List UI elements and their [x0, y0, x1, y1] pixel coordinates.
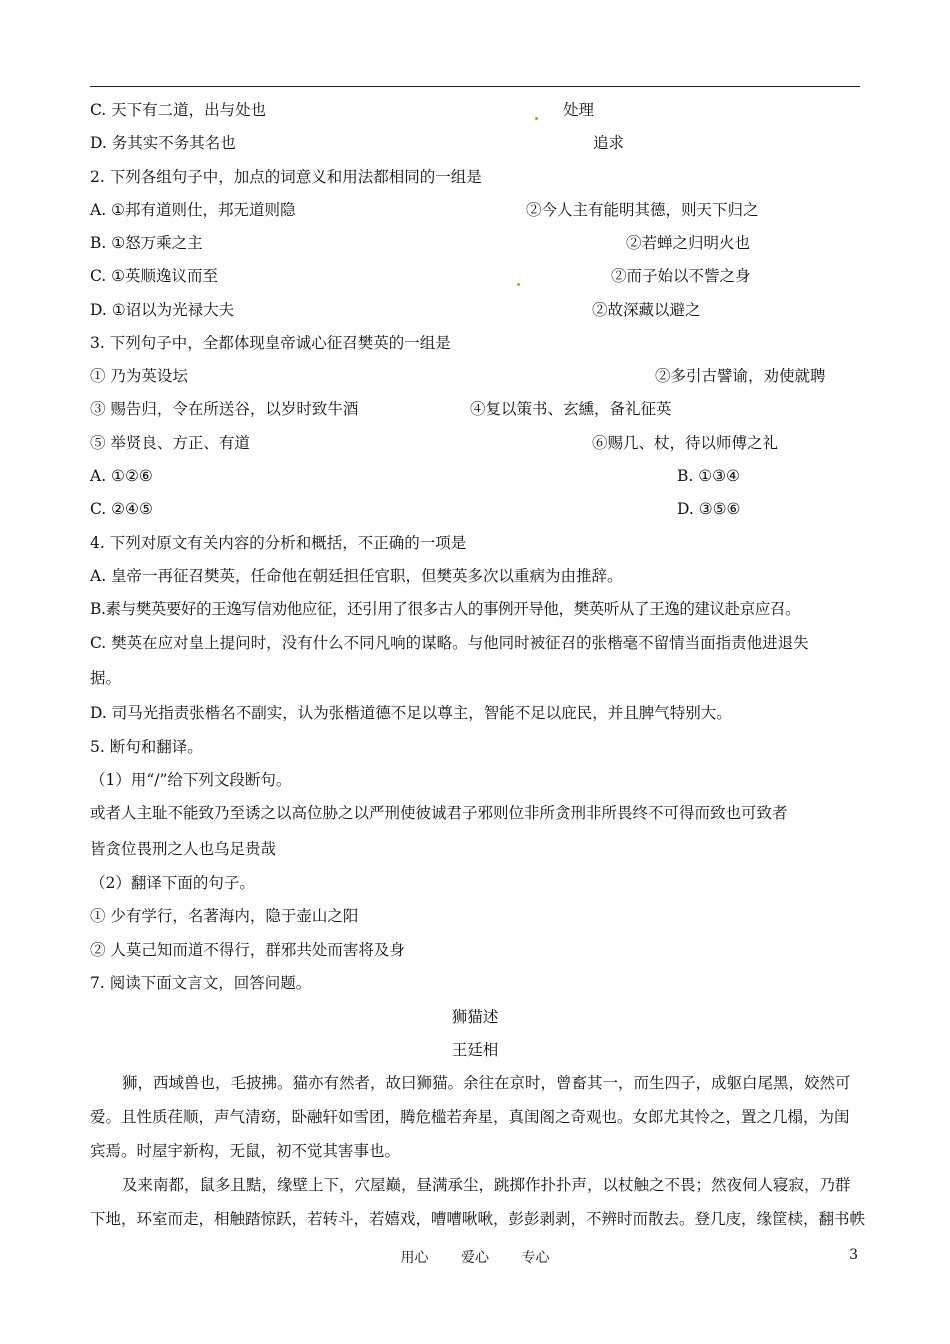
q2-option-b-2: ②若蝉之归明火也	[626, 234, 751, 252]
q3-item-6: ⑥赐几、杖，待以师傅之礼	[592, 434, 779, 452]
q2-option-d-1: D. ①诏以为光禄大夫	[90, 301, 235, 319]
passage-title: 狮猫述	[451, 1008, 499, 1026]
footer-word-3: 专心	[521, 1250, 550, 1266]
q3-option-d: D. ③⑤⑥	[677, 500, 741, 518]
footer-word-1: 用心	[400, 1250, 429, 1266]
q4-option-a: A. 皇帝一再征召樊英，任命他在朝廷担任官职，但樊英多次以重病为由推辞。	[90, 567, 623, 585]
q1-option-c-gloss: 处理	[563, 101, 595, 119]
q1-option-c: C. 天下有二道，出与处也	[90, 101, 267, 119]
q3-option-b: B. ①③④	[677, 467, 740, 485]
q3-item-5: ⑤ 举贤良、方正、有道	[90, 434, 250, 452]
passage-p1-line3: 宾焉。时屋宇新构，无鼠，初不觉其害事也。	[90, 1142, 401, 1160]
q2-option-b-1: B. ①怒万乘之主	[90, 234, 203, 252]
q3-option-a: A. ①②⑥	[90, 467, 153, 485]
q4-stem: 4. 下列对原文有关内容的分析和概括，不正确的一项是	[90, 534, 467, 552]
q4-option-d: D. 司马光指责张楷名不副实，认为张楷道德不足以尊主，智能不足以庇民，并且脾气特别大。	[90, 704, 732, 722]
q2-option-c-1: C. ①英顺逸议而至	[90, 267, 219, 285]
q1-option-d: D. 务其实不务其名也	[90, 134, 236, 152]
q2-option-a-1: A. ①邦有道则仕，邦无道则隐	[90, 201, 296, 219]
q3-option-c: C. ②④⑤	[90, 500, 153, 518]
q4-option-b: B.素与樊英要好的王逸写信劝他应征，还引用了很多古人的事例开导他，樊英听从了王逸的建议赴京应召。	[90, 600, 801, 618]
q4-option-c-line2: 据。	[90, 669, 122, 687]
q7-stem: 7. 阅读下面文言文，回答问题。	[90, 974, 312, 992]
passage-p1-line2: 爱。且性质荏顺，声气清窈，卧融轩如雪团，腾危槛若奔星，真闺阁之奇观也。女郎尤其怜之，置之几榻，为闺	[90, 1108, 850, 1126]
q2-option-c-2: ②而子始以不訾之身	[611, 267, 751, 285]
passage-p1-line1: 狮，西域兽也，毛披拂。猫亦有然者，故曰狮猫。余往在京时，曾畜其一，而生四子，成躯白尾黑，姣然可	[122, 1074, 851, 1092]
q5-text-line1: 或者人主耻不能致乃至诱之以高位胁之以严刑使彼诚君子邪则位非所贪刑非所畏终不可得而致也可致者	[90, 804, 788, 822]
q2-option-a-2: ②今人主有能明其德，则天下归之	[526, 201, 759, 219]
q5-text-line2: 皆贪位畏刑之人也乌足贵哉	[90, 840, 277, 858]
passage-p2-line1: 及来南都，鼠多且黠，缘壁上下，穴屋巅，昼满承尘，跳掷作扑扑声，以杖触之不畏；然夜伺人寝寂，乃群	[122, 1176, 851, 1194]
q2-stem: 2. 下列各组句子中，加点的词意义和用法都相同的一组是	[90, 168, 482, 186]
header-rule	[90, 86, 860, 87]
page-number: 3	[849, 1247, 858, 1263]
q5-stem: 5. 断句和翻译。	[90, 738, 203, 756]
passage-author: 王廷相	[451, 1041, 499, 1059]
q3-stem: 3. 下列句子中，全都体现皇帝诚心征召樊英的一组是	[90, 334, 451, 352]
q3-item-3: ③ 赐告归，令在所送谷，以岁时致牛酒	[90, 400, 359, 418]
q3-item-1: ① 乃为英设坛	[90, 367, 188, 385]
q1-option-d-gloss: 追求	[593, 134, 625, 152]
q5-sentence-2: ② 人莫己知而道不得行，群邪共处而害将及身	[90, 941, 405, 959]
q2-option-d-2: ②故深藏以避之	[592, 301, 701, 319]
footer-word-2: 爱心	[461, 1250, 489, 1266]
q5-sentence-1: ① 少有学行，名著海内，隐于壶山之阳	[90, 907, 359, 925]
q5-sub1: （1）用“/”给下列文段断句。	[90, 771, 292, 789]
q3-item-4: ④复以策书、玄纁，备礼征英	[470, 400, 672, 418]
q4-option-c-line1: C. 樊英在应对皇上提问时，没有什么不同凡响的谋略。与他同时被征召的张楷毫不留情当面指责他进退失	[90, 634, 809, 652]
footer-slogan	[90, 1247, 860, 1267]
q3-item-2: ②多引古譬谕，劝使就聘	[655, 367, 826, 385]
q5-sub2: （2）翻译下面的句子。	[90, 874, 255, 892]
emphasis-dot	[517, 283, 520, 286]
emphasis-dot	[535, 117, 538, 120]
passage-p2-line2: 下地，环室而走，相触踏惊跃，若转斗，若嬉戏，嘈嘈啾啾，彭彭剥剥，不辨时而散去。登几庋，缘筐椟，翻书帙	[90, 1210, 866, 1228]
